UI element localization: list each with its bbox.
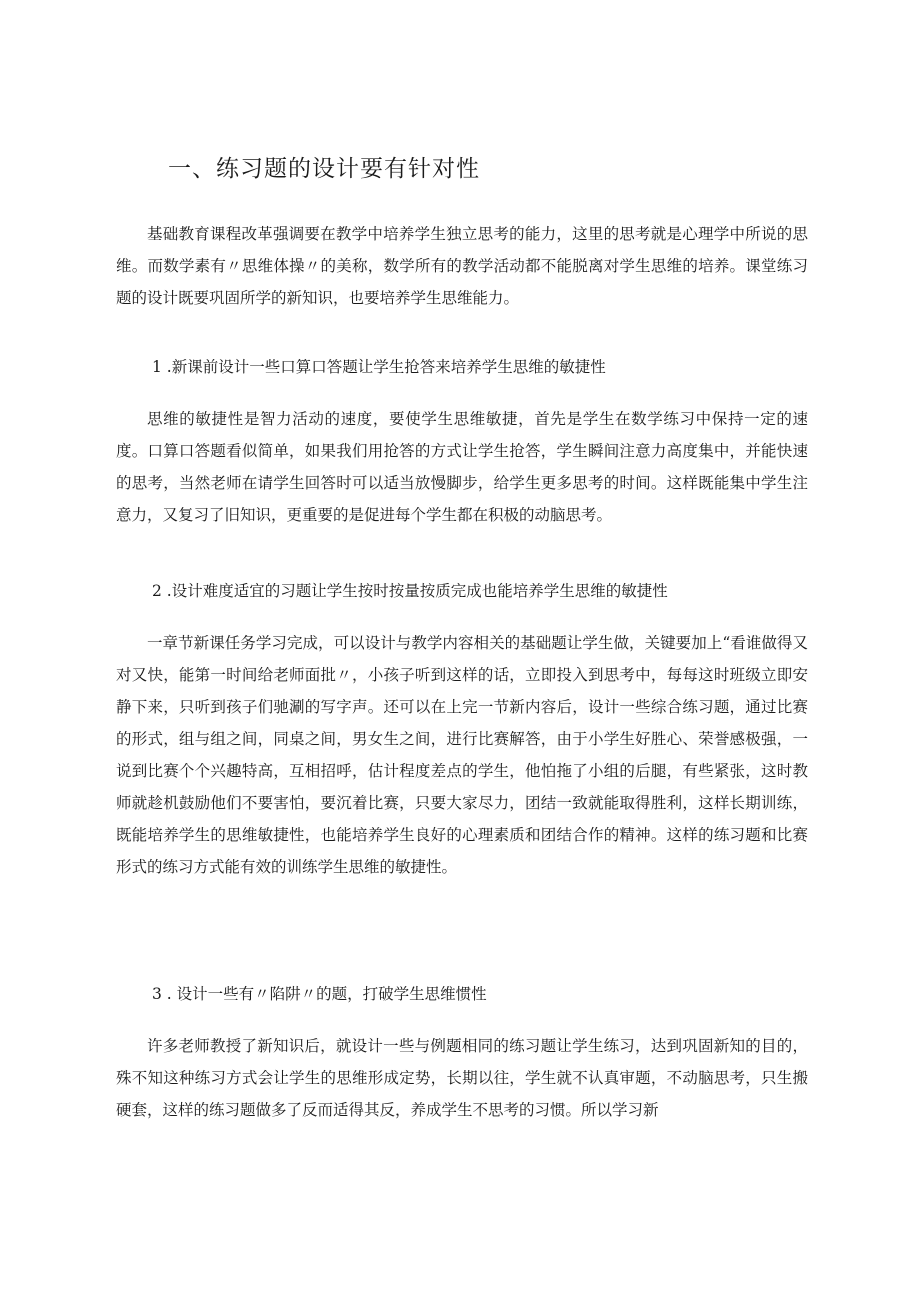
intro-paragraph: 基础教育课程改革强调要在教学中培养学生独立思考的能力，这里的思考就是心理学中所说的思维。而数学素有〃思维体操〃的美称，数学所有的教学活动都不能脱离对学生思维的培养。课堂练习题的设计既要巩固所学的新知识，也要培养学生思维能力。 bbox=[116, 225, 808, 307]
paragraph-3: 许多老师教授了新知识后，就设计一些与例题相同的练习题让学生练习，达到巩固新知的目的，殊不知这种练习方式会让学生的思维形成定势，长期以往，学生就不认真审题，不动脑思考，只生搬硬套，这样的练习题做多了反而适得其反，养成学生不思考的习惯。所以学习新 bbox=[116, 1037, 808, 1119]
subheading-3: 3 . 设计一些有〃陷阱〃的题，打破学生思维惯性 bbox=[152, 985, 487, 1003]
subheading-2: 2 .设计难度适宜的习题让学生按时按量按质完成也能培养学生思维的敏捷性 bbox=[152, 582, 668, 600]
paragraph-1: 思维的敏捷性是智力活动的速度，要使学生思维敏捷，首先是学生在数学练习中保持一定的速度。口算口答题看似简单，如果我们用抢答的方式让学生抢答，学生瞬间注意力高度集中，并能快速的思考，当然老师在请学生回答时可以适当放慢脚步，给学生更多思考的时间。这样既能集中学生注意力，又复习了旧知识，更重要的是促进每个学生都在积极的动脑思考。 bbox=[116, 410, 808, 524]
subheading-1: 1 .新课前设计一些口算口答题让学生抢答来培养学生思维的敏捷性 bbox=[152, 358, 606, 376]
paragraph-2: 一章节新课任务学习完成，可以设计与教学内容相关的基础题让学生做，关键要加上“看谁做得又对又快，能第一时间给老师面批〃，小孩子听到这样的话，立即投入到思考中，每每这时班级立即安静下来，只听到孩子们驰涮的写字声。还可以在上完一节新内容后，设计一些综合练习题，通过比赛的形式，组与组之间，同桌之间，男女生之间，进行比赛解答，由于小学生好胜心、荣誉感极强，一说到比赛个个兴趣特高，互相招呼，估计程度差点的学生，他怕拖了小组的后腿，有些紧张，这时教师就趁机鼓励他们不要害怕，要沉着比赛，只要大家尽力，团结一致就能取得胜利，这样长期训练，既能培养学生的思维敏捷性，也能培养学生良好的心理素质和团结合作的精神。这样的练习题和比赛形式的练习方式能有效的训练学生思维的敏捷性。 bbox=[116, 634, 808, 876]
section-heading: 一、练习题的设计要有针对性 bbox=[168, 156, 480, 182]
